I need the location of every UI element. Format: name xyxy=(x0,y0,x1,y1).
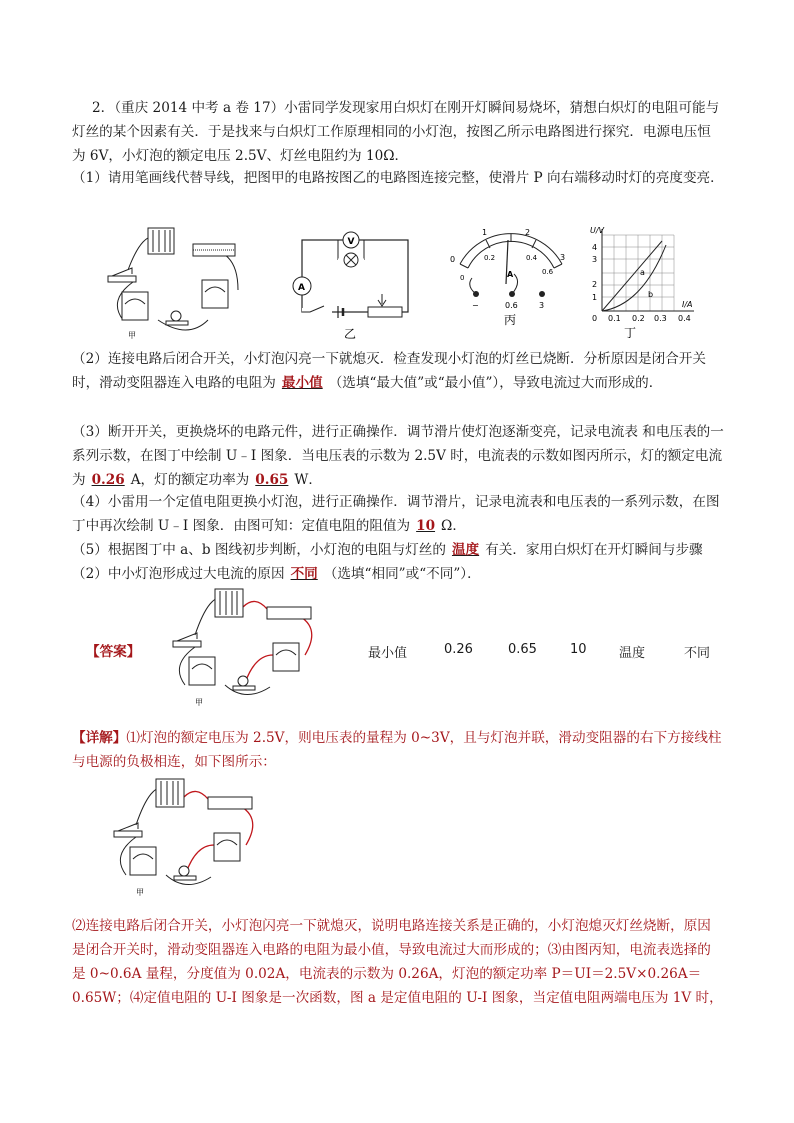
voltmeter-label: V xyxy=(347,237,355,247)
figure-ding-graph xyxy=(582,225,712,345)
question-part-3: （3）断开开关，更换烧坏的电路元件，进行正确操作．调节滑片使灯泡逐渐变亮，记录电流表 和电压表的一系列示数，在图丁中绘制 U﹣I 图象．当电压表的示数为 2.5V 时，电流表的示数如图丙所示，灯的额定电流为 0.26 A，灯的额定功率为 0.65 W． xyxy=(72,424,724,488)
figure-jia-label: 甲 xyxy=(128,331,136,340)
terminal-label-negative: − xyxy=(472,301,479,310)
x-axis-label: I/A xyxy=(682,300,693,309)
dial-unit: A xyxy=(507,270,514,279)
answer-label: 【答案】 xyxy=(86,644,141,660)
rheostat-symbol xyxy=(368,307,402,317)
curve-a xyxy=(602,241,662,311)
answer-item-5: 温度 xyxy=(619,646,646,661)
terminal-3 xyxy=(539,291,545,297)
question-intro: 2．（重庆 2014 中考 a 卷 17）小雷同学发现家用白炽灯在刚开灯瞬间易烧坏，猜想白炽灯的电阻可能与灯丝的某个因素有关．于是找来与白炽灯工作原理相同的小灯泡，按图乙所示电路图进行探究．电源电压恒为 6V，小灯泡的额定电压 2.5V、灯丝电阻约为 10Ω． xyxy=(72,100,720,164)
ammeter-icon xyxy=(122,292,148,320)
answer-figure-label: 甲 xyxy=(195,698,203,707)
svg-text:1: 1 xyxy=(482,228,488,237)
question-part-1: （1）请用笔画线代替导线，把图甲的电路按图乙的电路图连接完整，使滑片 P 向右端移动时灯的亮度变亮． xyxy=(72,170,724,186)
svg-text:3: 3 xyxy=(592,255,598,264)
blank-q4-resistance: 10 xyxy=(416,518,436,534)
svg-text:3: 3 xyxy=(560,253,566,262)
detail-part-2: ⑵连接电路后闭合开关，小灯泡闪亮一下就熄灭，说明电路连接关系是正确的，小灯泡熄灭灯丝烧断，原因是闭合开关时，滑动变阻器连入电路的电阻为最小值，导致电流过大而形成的；⑶由图丙知，电流表选择的是 0~0.6A 量程，分度值为 0.02A，电流表的示数为 0.26A，灯泡的额定功率 P＝UI＝2.5V×0.26A＝0.65W；⑷定值电阻的 U-I 图象是一次函数，图 a 是定值电阻的 U-I 图象，当定值电阻两端电压为 1V 时， xyxy=(72,918,723,1006)
figure-ding-label: 丁 xyxy=(624,326,637,340)
svg-text:0.4: 0.4 xyxy=(678,314,691,323)
curve-b xyxy=(602,245,666,311)
svg-text:0.2: 0.2 xyxy=(632,314,645,323)
question-part-5: （5）根据图丁中 a、b 图线初步判断，小灯泡的电阻与灯丝的 温度 有关．家用白炽灯在开灯瞬间与步骤（2）中小灯泡形成过大电流的原因 不同 （选填“相同”或“不同”）． xyxy=(72,542,703,582)
switch-icon xyxy=(112,268,132,276)
detail-circuit-figure xyxy=(96,775,271,900)
blank-q5-same-different: 不同 xyxy=(290,566,318,582)
figure-bing-label: 丙 xyxy=(504,313,517,327)
svg-text:0: 0 xyxy=(592,314,598,323)
question-part-2: （2）连接电路后闭合开关，小灯泡闪亮一下就熄灭．检查发现小灯泡的灯丝已烧断．分析原因是闭合开关时，滑动变阻器连入电路的电阻为 最小值 （选填“最大值”或“最小值”），导致电流过大而形成的． xyxy=(72,351,706,391)
blank-q3-current: 0.26 xyxy=(91,472,125,488)
svg-text:4: 4 xyxy=(592,243,598,252)
curve-a-label: a xyxy=(640,268,645,277)
answer-item-2: 0.26 xyxy=(444,642,473,657)
svg-text:0.6: 0.6 xyxy=(542,268,554,276)
svg-text:0: 0 xyxy=(460,274,465,282)
detail-figure-label: 甲 xyxy=(136,888,144,897)
detail-part-1: 【详解】⑴灯泡的额定电压为 2.5V，则电压表的量程为 0~3V，且与灯泡并联，滑动变阻器的右下方接线柱与电源的负极相连，如下图所示： xyxy=(72,730,722,770)
svg-text:0.1: 0.1 xyxy=(608,314,621,323)
svg-text:2: 2 xyxy=(592,280,598,289)
figure-yi-label: 乙 xyxy=(344,327,357,341)
curve-b-label: b xyxy=(648,290,654,299)
figure-yi-diagram xyxy=(282,222,417,344)
svg-text:0.4: 0.4 xyxy=(526,254,538,262)
voltmeter-icon xyxy=(202,280,228,308)
answer-item-1: 最小值 xyxy=(368,646,408,661)
figure-jia-circuit xyxy=(98,220,258,340)
blank-q2: 最小值 xyxy=(281,375,323,391)
answer-item-4: 10 xyxy=(570,642,587,657)
ammeter-label: A xyxy=(298,283,305,293)
detail-label: 【详解】 xyxy=(72,730,127,746)
y-axis-label: U/V xyxy=(590,226,605,235)
svg-text:0.3: 0.3 xyxy=(654,314,667,323)
bulb-icon xyxy=(171,311,181,321)
svg-text:0: 0 xyxy=(450,255,456,264)
terminal-label-0-6: 0.6 xyxy=(505,301,518,310)
blank-q3-power: 0.65 xyxy=(255,472,289,488)
terminal-label-3: 3 xyxy=(539,301,545,310)
answer-item-6: 不同 xyxy=(684,646,711,661)
svg-text:1: 1 xyxy=(592,293,598,302)
answer-item-3: 0.65 xyxy=(508,642,537,657)
figure-bing-ammeter xyxy=(446,222,576,347)
question-part-4: （4）小雷用一个定值电阻更换小灯泡，进行正确操作．调节滑片，记录电流表和电压表的一系列示数，在图丁中再次绘制 U﹣I 图象．由图可知：定值电阻的阻值为 10 Ω． xyxy=(72,494,720,534)
blank-q5-temperature: 温度 xyxy=(451,542,480,558)
svg-text:2: 2 xyxy=(525,228,531,237)
answer-circuit-figure xyxy=(155,585,330,710)
svg-text:0.2: 0.2 xyxy=(484,254,496,262)
